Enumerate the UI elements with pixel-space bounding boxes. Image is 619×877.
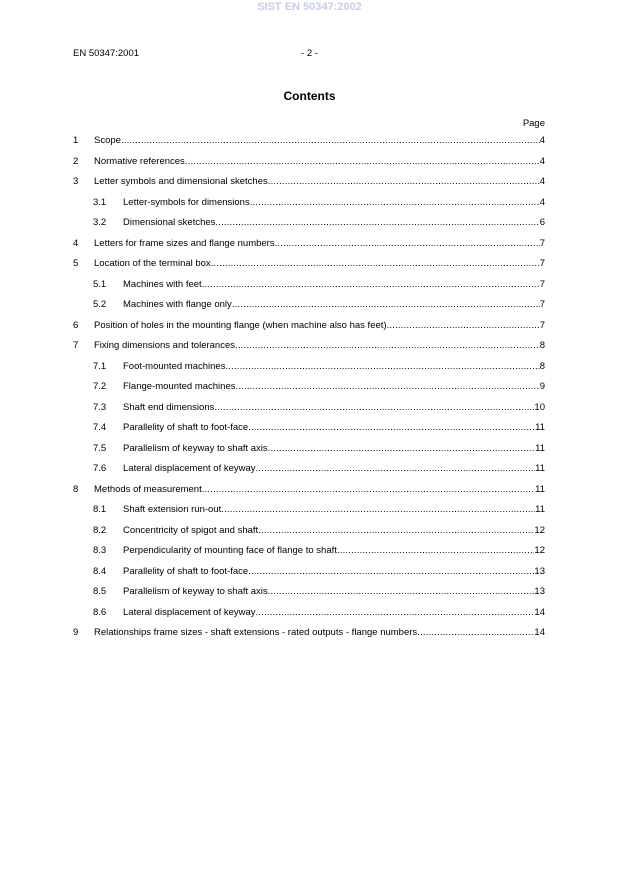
toc-entry-line	[123, 360, 545, 374]
toc-entry-number: 7.4	[93, 422, 107, 433]
toc-entry[interactable]	[73, 606, 545, 627]
toc-entry[interactable]	[73, 134, 545, 155]
toc-entry-number: 2	[73, 155, 79, 167]
toc-entry-title: Perpendicularity of mounting face of flange to shaft	[123, 545, 337, 556]
toc-entry-page: 6	[539, 217, 545, 228]
toc-entry-number: 9	[73, 627, 79, 638]
toc-entry[interactable]	[73, 503, 545, 524]
dot-leader	[202, 278, 540, 292]
toc-entry[interactable]	[73, 175, 545, 196]
dot-leader	[214, 401, 534, 415]
toc-entry-title: Letter symbols and dimensional sketches	[94, 176, 268, 187]
toc-entry-line	[94, 483, 545, 497]
toc-entry-line	[123, 503, 545, 517]
toc-entry[interactable]	[73, 462, 545, 483]
toc-entry-line	[123, 421, 545, 435]
toc-entry-line	[123, 401, 545, 415]
toc-entry[interactable]	[73, 524, 545, 545]
dot-leader	[268, 175, 540, 189]
toc-entry-title: Letter-symbols for dimensions	[123, 196, 250, 208]
toc-entry-line	[94, 257, 545, 271]
dot-leader	[185, 155, 540, 169]
toc-entry-page: 12	[534, 545, 545, 556]
toc-entry-number: 4	[73, 237, 79, 249]
toc-entry[interactable]	[73, 237, 545, 258]
toc-entry-number: 1	[73, 135, 79, 146]
toc-entry-number: 5.2	[93, 299, 107, 310]
toc-entry-title: Parallelism of keyway to shaft axis	[123, 586, 268, 597]
toc-entry[interactable]	[73, 442, 545, 463]
toc-entry[interactable]	[73, 565, 545, 586]
toc-entry[interactable]	[73, 196, 545, 217]
toc-entry[interactable]	[73, 421, 545, 442]
toc-entry[interactable]	[73, 319, 545, 340]
toc-entry[interactable]	[73, 216, 545, 237]
toc-entry[interactable]	[73, 360, 545, 381]
toc-entry-page: 13	[534, 565, 545, 577]
toc-entry-page: 8	[539, 340, 545, 351]
toc-entry-number: 5	[73, 258, 79, 269]
toc-entry-number: 3	[73, 176, 79, 187]
toc-entry-title: Shaft end dimensions	[123, 401, 215, 413]
toc-entry[interactable]	[73, 585, 545, 606]
toc-entry-title: Fixing dimensions and tolerances	[94, 340, 235, 351]
toc-entry-line	[94, 155, 545, 169]
toc-entry-page: 7	[539, 299, 545, 310]
toc-entry[interactable]	[73, 257, 545, 278]
toc-entry-page: 4	[539, 196, 545, 208]
toc-entry-number: 7.1	[93, 360, 107, 372]
page-column-label: Page	[522, 118, 545, 129]
toc-entry-title: Position of holes in the mounting flange (when machine also has feet)	[94, 319, 387, 331]
table-of-contents	[73, 134, 545, 647]
toc-entry-page: 4	[539, 176, 545, 187]
toc-entry-line	[123, 544, 545, 558]
toc-entry-title: Concentricity of spigot and shaft	[123, 524, 259, 536]
dot-leader	[258, 524, 534, 538]
toc-entry-page: 4	[539, 135, 545, 146]
toc-entry-number: 7.2	[93, 381, 107, 392]
toc-entry-line	[94, 237, 545, 251]
toc-entry-number: 8	[73, 483, 79, 495]
toc-entry-number: 3.1	[93, 196, 107, 208]
toc-entry-page: 14	[534, 606, 545, 618]
toc-entry-line	[123, 278, 545, 292]
toc-entry-page: 11	[535, 483, 545, 495]
toc-entry-page: 7	[539, 237, 545, 249]
toc-entry[interactable]	[73, 298, 545, 319]
toc-entry[interactable]	[73, 483, 545, 504]
toc-entry-page: 11	[535, 442, 545, 454]
dot-leader	[275, 237, 540, 251]
toc-entry-page: 7	[539, 258, 545, 269]
dot-leader	[417, 626, 534, 640]
toc-entry-number: 7.5	[93, 442, 107, 454]
dot-leader	[387, 319, 540, 333]
dot-leader	[250, 196, 540, 210]
toc-entry-number: 8.3	[93, 545, 107, 556]
document-id: EN 50347:2001	[73, 48, 140, 59]
dot-leader	[256, 606, 535, 620]
toc-entry-title: Normative references	[94, 155, 185, 167]
dot-leader	[256, 462, 536, 476]
toc-entry-line	[123, 585, 545, 599]
toc-entry-title: Lateral displacement of keyway	[123, 606, 256, 618]
toc-entry-number: 8.2	[93, 524, 107, 536]
toc-entry-line	[94, 339, 545, 353]
toc-entry-number: 8.4	[93, 565, 107, 577]
toc-entry-title: Dimensional sketches	[123, 217, 216, 228]
toc-entry-page: 8	[539, 360, 545, 372]
dot-leader	[202, 483, 535, 497]
toc-entry-title: Location of the terminal box	[94, 258, 211, 269]
toc-entry-line	[123, 442, 545, 456]
toc-entry[interactable]	[73, 278, 545, 299]
toc-entry-number: 3.2	[93, 217, 107, 228]
toc-entry-page: 4	[539, 155, 545, 167]
toc-entry-title: Lateral displacement of keyway	[123, 463, 256, 474]
toc-entry-line	[94, 626, 545, 640]
toc-entry[interactable]	[73, 401, 545, 422]
toc-entry[interactable]	[73, 155, 545, 176]
toc-entry-number: 7	[73, 340, 79, 351]
toc-entry-page: 12	[534, 524, 545, 536]
toc-entry-line	[94, 319, 545, 333]
dot-leader	[215, 216, 539, 230]
toc-entry-page: 7	[539, 278, 545, 290]
dot-leader	[268, 442, 535, 456]
dot-leader	[221, 503, 535, 517]
toc-entry-title: Foot-mounted machines	[123, 360, 226, 372]
toc-entry-number: 8.1	[93, 504, 107, 515]
watermark: SIST EN 50347:2002	[257, 1, 362, 13]
toc-entry-line	[123, 606, 545, 620]
dot-leader	[211, 257, 540, 271]
dot-leader	[232, 298, 540, 312]
toc-entry-line	[123, 216, 545, 230]
toc-entry-title: Shaft extension run-out	[123, 504, 222, 515]
toc-entry-number: 5.1	[93, 278, 107, 290]
toc-entry[interactable]	[73, 339, 545, 360]
toc-entry-title: Letters for frame sizes and flange numbers	[94, 237, 275, 249]
dot-leader	[337, 544, 535, 558]
toc-entry-title: Machines with feet	[123, 278, 202, 290]
toc-entry[interactable]	[73, 380, 545, 401]
dot-leader	[225, 360, 539, 374]
toc-entry-title: Parallelism of keyway to shaft axis	[123, 442, 268, 454]
page-number: - 2 -	[301, 48, 318, 59]
toc-entry-page: 10	[534, 401, 545, 413]
toc-entry-number: 8.6	[93, 606, 107, 618]
toc-entry-page: 7	[539, 319, 545, 331]
toc-entry-title: Methods of measurement	[94, 483, 202, 495]
toc-entry-line	[123, 524, 545, 538]
toc-entry-title: Relationships frame sizes - shaft extensions - rated outputs - flange numbers	[94, 627, 418, 638]
dot-leader	[235, 380, 539, 394]
toc-entry-line	[123, 380, 545, 394]
toc-entry-line	[123, 196, 545, 210]
dot-leader	[248, 421, 535, 435]
toc-entry-title: Parallelity of shaft to foot-face	[123, 422, 249, 433]
toc-entry-line	[123, 462, 545, 476]
toc-entry-page: 9	[539, 381, 545, 392]
toc-entry-number: 7.3	[93, 401, 107, 413]
toc-entry-page: 11	[535, 463, 545, 474]
toc-entry-number: 7.6	[93, 463, 107, 474]
toc-entry-page: 11	[535, 504, 545, 515]
toc-entry-line	[94, 134, 545, 148]
toc-entry-title: Flange-mounted machines	[123, 381, 236, 392]
toc-entry[interactable]	[73, 626, 545, 647]
toc-entry-line	[94, 175, 545, 189]
toc-entry-line	[123, 565, 545, 579]
toc-entry-number: 6	[73, 319, 79, 331]
toc-entry[interactable]	[73, 544, 545, 565]
toc-entry-title: Parallelity of shaft to foot-face	[123, 565, 249, 577]
contents-title: Contents	[283, 89, 336, 103]
dot-leader	[121, 134, 540, 148]
toc-entry-title: Scope	[94, 135, 121, 146]
toc-entry-number: 8.5	[93, 586, 107, 597]
toc-entry-page: 14	[534, 627, 545, 638]
toc-entry-page: 11	[535, 422, 545, 433]
dot-leader	[235, 339, 540, 353]
toc-entry-line	[123, 298, 545, 312]
toc-entry-page: 13	[534, 586, 545, 597]
dot-leader	[268, 585, 535, 599]
dot-leader	[248, 565, 534, 579]
toc-entry-title: Machines with flange only	[123, 299, 232, 310]
